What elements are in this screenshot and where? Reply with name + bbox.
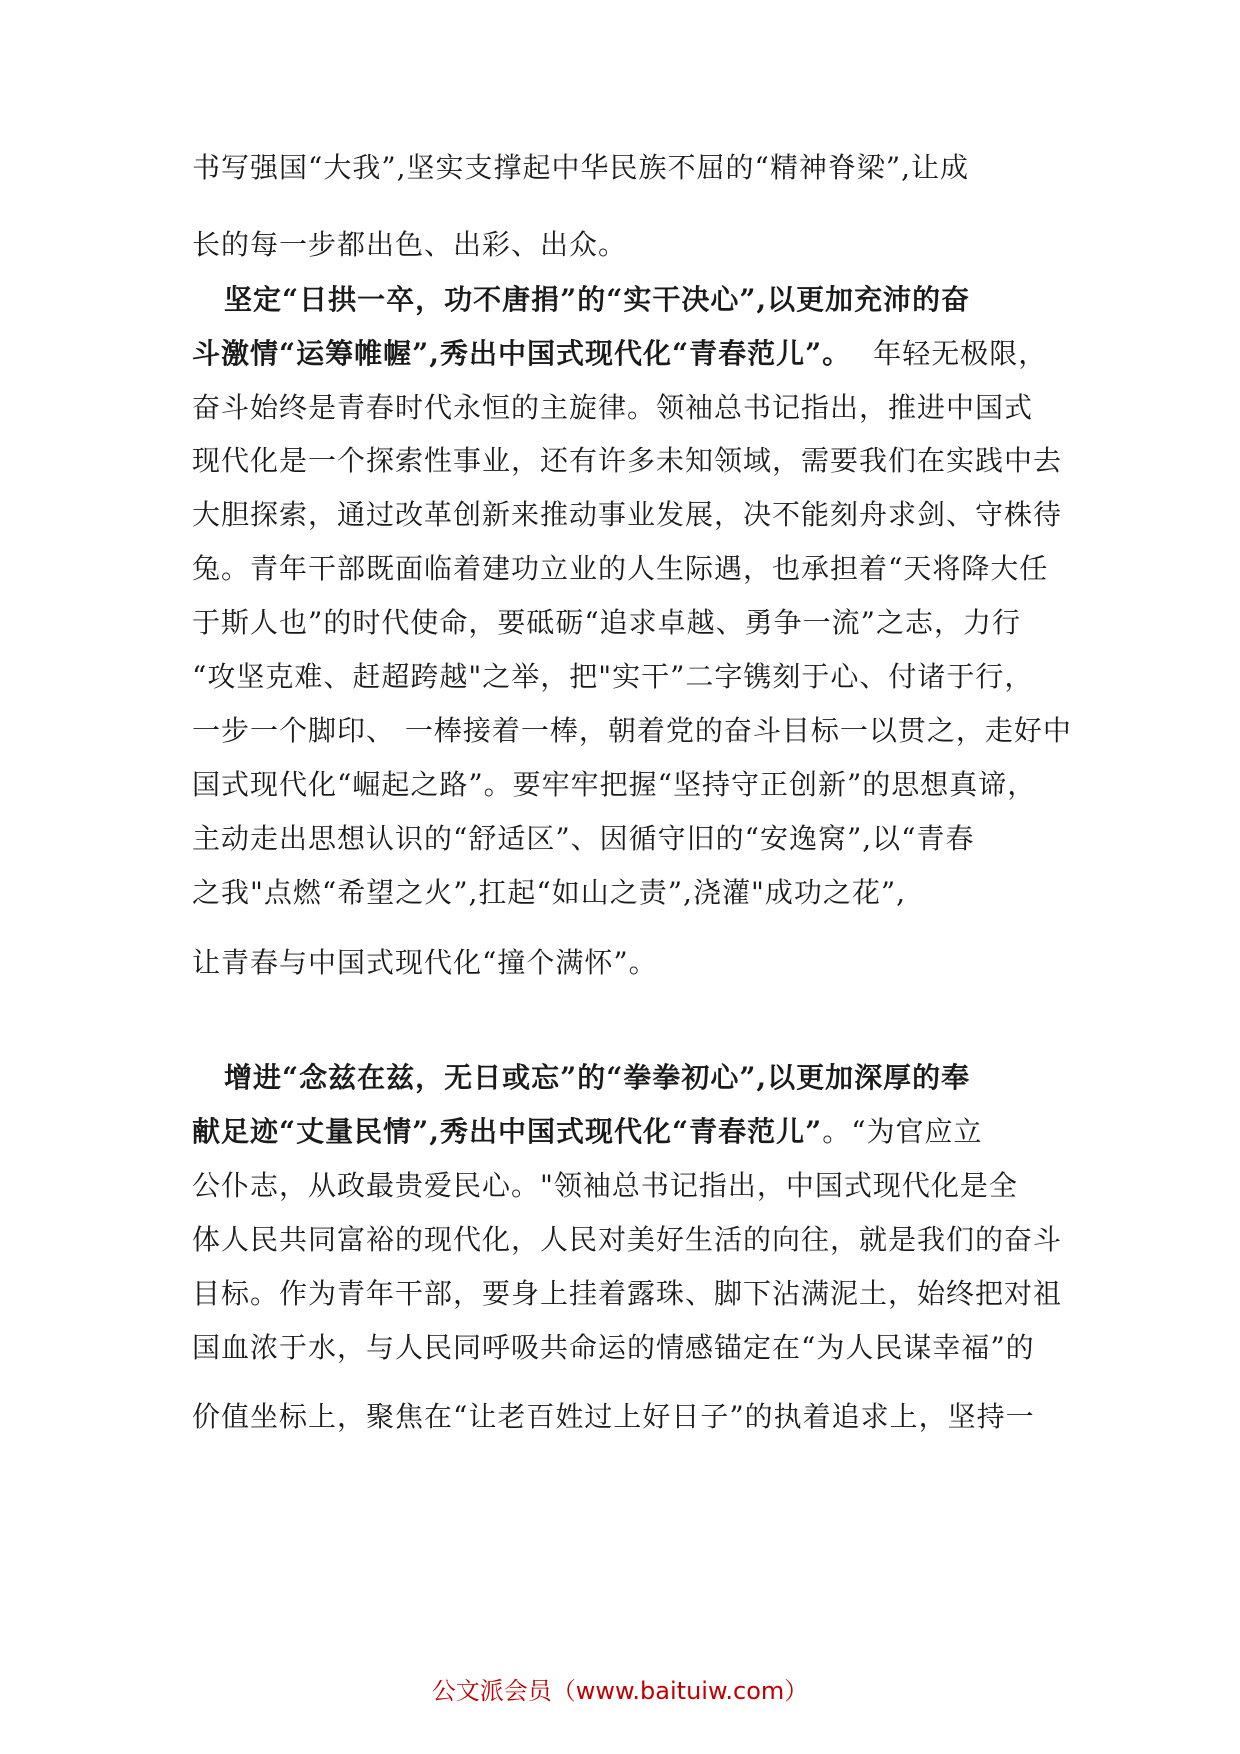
section-heading-line: 坚定“日拱一卒，功不唐捐”的“实干决心”,以更加充沛的奋 xyxy=(224,283,971,316)
body-text-line: 一步一个脚印、 一棒接着一棒，朝着党的奋斗目标一以贯之，走好中 xyxy=(192,714,1072,747)
body-text-line: 让青春与中国式现代化“撞个满怀”。 xyxy=(192,946,658,979)
body-text-line: 主动走出思想认识的“舒适区”、因循守旧的“安逸窝”,以“青春 xyxy=(192,822,975,855)
section-heading-line: 增进“念兹在兹，无日或忘”的“拳拳初心”,以更加深厚的奉 xyxy=(224,1061,971,1094)
section-heading-text: 献足迹“丈量民情”,秀出中国式现代化“青春范儿” xyxy=(192,1115,823,1148)
body-text-line: 兔。青年干部既面临着建功立业的人生际遇，也承担着“天将降大任 xyxy=(192,552,1049,585)
body-text-line: 国血浓于水，与人民同呼吸共命运的情感锚定在“为人民谋幸福”的 xyxy=(192,1331,1035,1364)
body-text-line: 大胆探索，通过改革创新来推动事业发展，决不能刻舟求剑、守株待 xyxy=(192,498,1063,531)
body-text-line: 现代化是一个探索性事业，还有许多未知领域，需要我们在实践中去 xyxy=(192,444,1063,477)
section-heading-text: 斗激情“运筹帷幄”,秀出中国式现代化“青春范儿”。 xyxy=(192,337,852,370)
body-text-line: 公仆志，从政最贵爱民心。"领袖总书记指出，中国式现代化是全 xyxy=(192,1169,1018,1202)
body-text-line: 长的每一步都出色、出彩、出众。 xyxy=(192,228,628,261)
body-text-inline: 。“为官应立 xyxy=(822,1115,983,1148)
body-text-line: 目标。作为青年干部，要身上挂着露珠、脚下沾满泥土，始终把对祖 xyxy=(192,1277,1063,1310)
body-text-line: 之我"点燃“希望之火”,扛起“如山之责”,浇灌"成功之花”, xyxy=(192,876,907,909)
body-text-line: “攻坚克难、赶超跨越"之举，把"实干”二字镌刻于心、付诸于行， xyxy=(192,660,1034,693)
body-text-line: 奋斗始终是青春时代永恒的主旋律。领袖总书记指出，推进中国式 xyxy=(192,391,1034,424)
body-text-inline: 年轻无极限， xyxy=(873,337,1048,370)
body-text-line: 体人民共同富裕的现代化，人民对美好生活的向往，就是我们的奋斗 xyxy=(192,1223,1063,1256)
body-text-line: 于斯人也”的时代使命，要砥砺“追求卓越、勇争一流”之志，力行 xyxy=(192,606,1021,639)
footer-watermark: 公文派会员（www.baituiw.com） xyxy=(431,1677,809,1705)
heading-body-line xyxy=(192,1112,1052,1152)
body-text-line: 国式现代化“崛起之路”。要牢牢把握“坚持守正创新”的思想真谛， xyxy=(192,768,1037,801)
heading-body-line xyxy=(192,334,1052,374)
body-text-line: 价值坐标上，聚焦在“让老百姓过上好日子”的执着追求上，坚持一 xyxy=(192,1400,1035,1433)
body-text-line: 书写强国“大我”,坚实支撑起中华民族不屈的“精神脊梁”,让成 xyxy=(192,151,970,184)
